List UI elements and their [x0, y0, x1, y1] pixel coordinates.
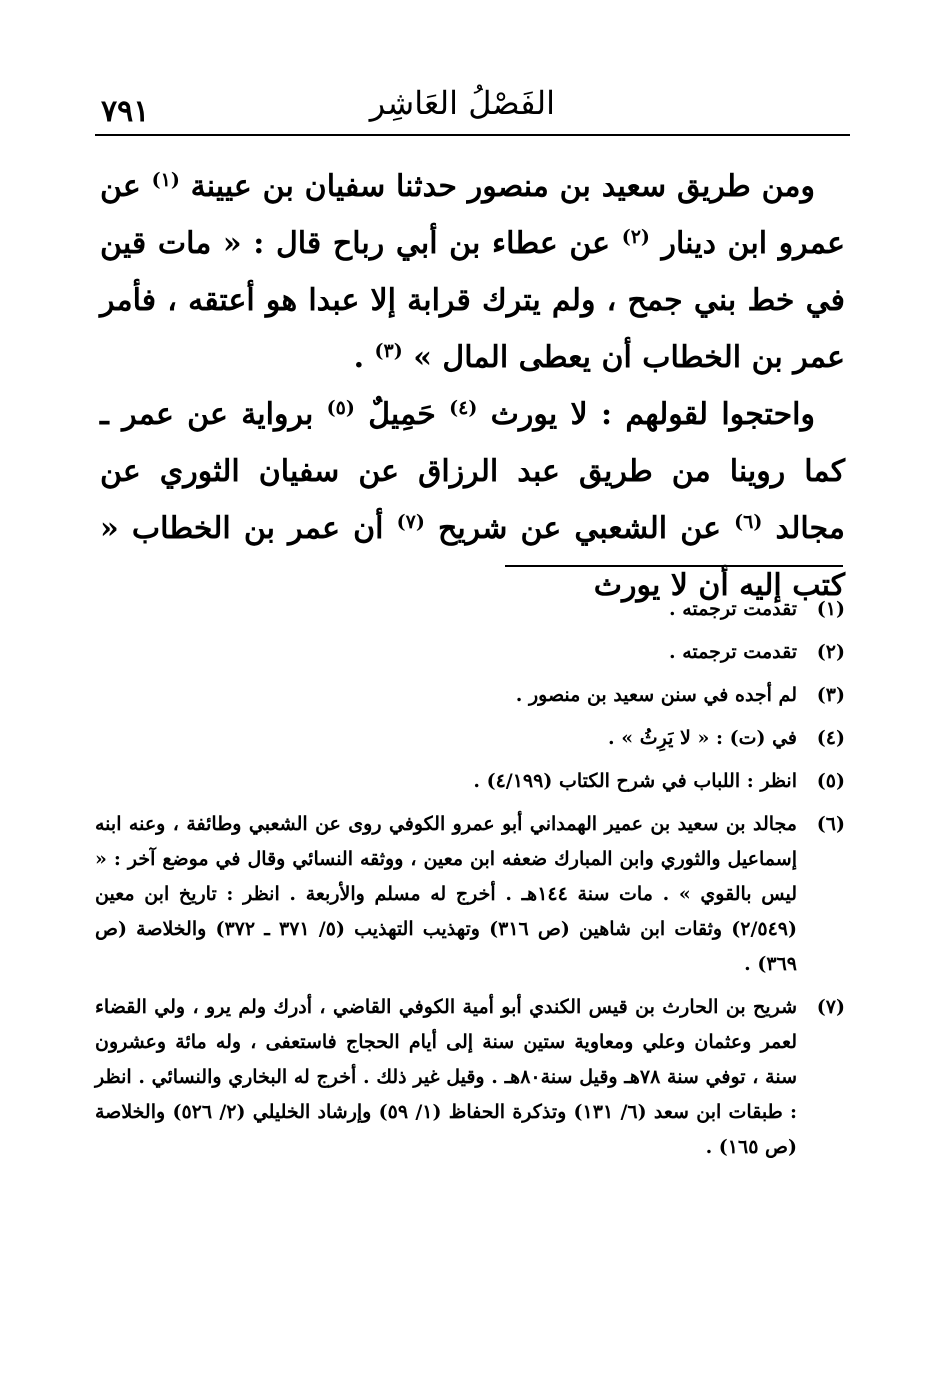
footnote-ref: (٢) — [621, 226, 650, 248]
footnote-item — [95, 990, 845, 1165]
footnote-ref: (٤) — [449, 397, 478, 419]
footnote-ref: (٦) — [734, 511, 763, 533]
footnote-text: لم أجده في سنن سعيد بن منصور . — [515, 684, 797, 706]
paragraph-text: ومن طريق سعيد بن منصور حدثنا سفيان بن عيينة — [190, 169, 815, 204]
paragraph-text: عن عطاء بن أبي رباح قال : « مات قين في خط بني جمح ، ولم يترك قرابة إلا عبدا هو أعتقه ، فأمر عمر بن الخطاب أن يعطى المال » — [100, 226, 845, 375]
footnote-item — [95, 592, 845, 627]
footnote-number: (٦) — [816, 813, 845, 835]
paragraph-text: عن الشعبي عن شريح — [437, 511, 722, 546]
header-rule — [95, 134, 850, 136]
footnote-number: (٢) — [816, 641, 845, 663]
footnote-ref: (٣) — [374, 340, 403, 362]
paragraph-text: أن عمر بن الخطاب « كتب إليه أن لا يورث — [100, 511, 845, 603]
footnote-text: في (ت) : « لا يَرِثُ » . — [608, 727, 797, 749]
footnote-item — [95, 678, 845, 713]
footnote-item — [95, 635, 845, 670]
footnote-text: شريح بن الحارث بن قيس الكندي أبو أمية الكوفي القاضي ، أدرك ولم يرو ، ولي القضاء لعمر وعثمان وعلي ومعاوية ستين سنة إلى أيام الحجاج فاستعفى ، وله مائة وعشرون سنة ، توفي سنة ٧٨هـ وقيل سنة٨٠هـ . وقيل غير ذلك . أخرج له البخاري والنسائي . انظر : طبقات ابن سعد (٦/ ١٣١) وتذكرة الحفاظ (١/ ٥٩) وإرشاد الخليلي (٢/ ٥٢٦) والخلاصة (ص ١٦٥) . — [95, 996, 797, 1158]
footnote-ref: (٥) — [326, 397, 355, 419]
page-number: ٧٩١ — [101, 94, 150, 129]
footnote-item — [95, 764, 845, 799]
paragraph-text: . — [353, 340, 365, 375]
paragraph-text: واحتجوا لقولهم : لا يورث — [490, 397, 815, 432]
footnote-ref: (١) — [151, 169, 180, 191]
running-title: الفَصْلُ العَاشِر — [369, 84, 555, 122]
footnote-number: (٧) — [816, 996, 845, 1018]
footnote-number: (٥) — [816, 770, 845, 792]
footnote-item — [95, 807, 845, 982]
paragraph-1 — [100, 158, 845, 386]
paragraph-text: برواية عن عمر ـ كما روينا من طريق عبد الرزاق عن سفيان الثوري عن مجالد — [100, 397, 845, 546]
page-header — [95, 80, 855, 132]
footnote-number: (١) — [816, 598, 845, 620]
paragraph-2 — [100, 386, 845, 614]
footnote-text: مجالد بن سعيد بن عمير الهمداني أبو عمرو الكوفي روى عن الشعبي وطائفة ، وعنه ابنه إسماعيل والثوري وابن المبارك ضعفه ابن معين ، ووثقه النسائي وقال في موضع آخر : « ليس بالقوي » . مات سنة ١٤٤هـ . أخرج له مسلم والأربعة . انظر : تاريخ ابن معين (٢/٥٤٩) وثقات ابن شاهين (ص ٣١٦) وتهذيب التهذيب (٥/ ٣٧١ ـ ٣٧٢) والخلاصة (ص ٣٦٩) . — [95, 813, 798, 975]
footnote-text: انظر : اللباب في شرح الكتاب (٤/١٩٩) . — [473, 770, 797, 792]
footnote-separator — [505, 565, 843, 567]
paragraph-text: عن عمرو ابن دينار — [100, 169, 845, 261]
footnote-text: تقدمت ترجمته . — [669, 598, 797, 620]
footnote-number: (٤) — [816, 727, 845, 749]
main-text — [100, 158, 845, 614]
footnote-number: (٣) — [816, 684, 845, 706]
footnotes — [95, 592, 845, 1173]
footnote-item — [95, 721, 845, 756]
paragraph-text: حَمِيلٌ — [368, 397, 436, 432]
footnote-ref: (٧) — [396, 511, 425, 533]
footnote-text: تقدمت ترجمته . — [669, 641, 797, 663]
